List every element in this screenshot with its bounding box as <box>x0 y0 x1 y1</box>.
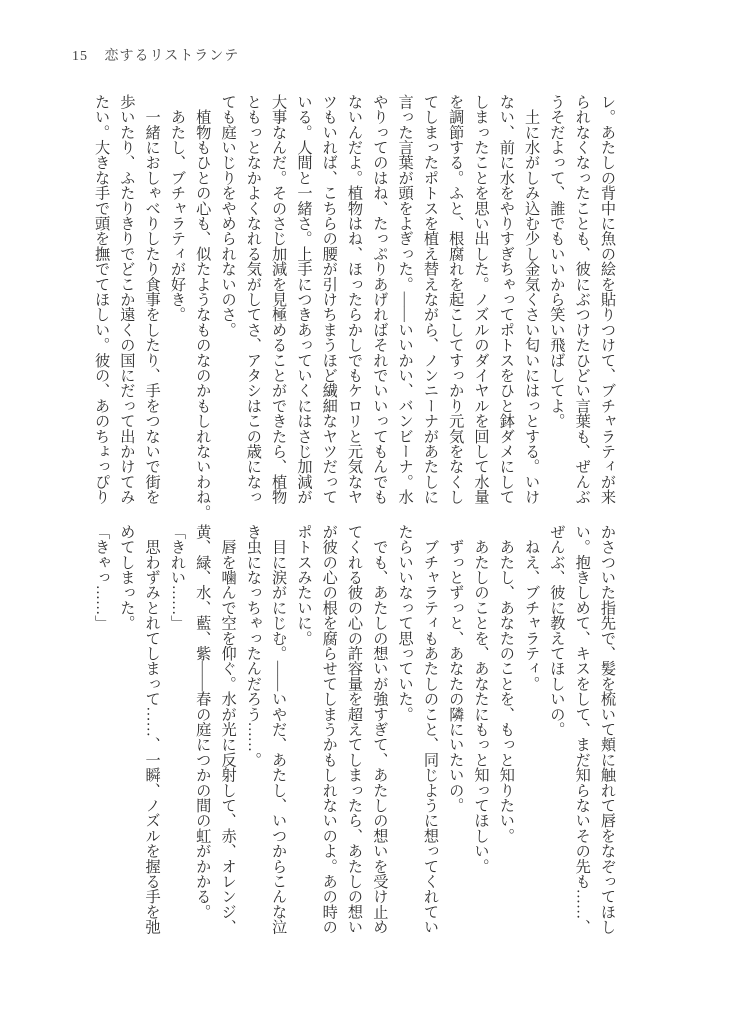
text-line: 唇を噛んで空を仰ぐ。水が光に反射して、赤、オレンジ、 <box>219 524 237 935</box>
text-line: 「きれい……」 <box>168 524 186 631</box>
text-line: を調節する。ふと、根腐れを起こしてすっかり元気をなくし <box>447 94 465 505</box>
text-line: 土に水がしみ込む少し金気くさい匂いにはっとする。いけ <box>523 94 541 505</box>
text-line: き虫になっちゃったんだろう……。 <box>244 524 262 768</box>
text-line: しまったことを思い出した。ノズルのダイヤルを回して水量 <box>472 94 490 505</box>
text-line: 思わずみとれてしまって……、一瞬、ノズルを握る手を弛 <box>143 524 161 935</box>
text-line: ブチャラティもあたしのこと、同じように想ってくれてい <box>421 524 439 935</box>
text-line: が彼の心の根を腐らせてしまうかもしれないのよ。あの時の <box>320 524 338 935</box>
text-line: いる。人間と一緒さ。上手につきあっていくにはさじ加減が <box>295 94 313 505</box>
text-line: ぜんぶ、彼に教えてほしいの。 <box>548 524 566 737</box>
text-line: てくれる彼の心の許容量を超えてしまったら、あたしの想い <box>346 524 364 935</box>
lower-text-block <box>89 524 620 935</box>
text-line: あたし、ブチャラティが好き。 <box>168 94 186 322</box>
text-line: めてしまった。 <box>118 524 136 631</box>
text-line: ともっとなかよくなれる気がしてさ、アタシはこの歳になっ <box>244 94 262 505</box>
text-line: ねえ、ブチャラティ。 <box>523 524 541 692</box>
text-line: られなくなったことも、彼にぶつけたひどい言葉も、ぜんぶ <box>573 94 591 505</box>
text-line: ずっとずっと、あなたの隣にいたいの。 <box>447 524 465 813</box>
text-line: レ。あたしの背中に魚の絵を貼りつけて、ブチャラティが来 <box>599 94 616 505</box>
text-line: 「きゃっ……」 <box>93 524 111 631</box>
text-line: 歩いたり、ふたりきりでどこか遠くの国にだって出かけてみ <box>118 94 136 505</box>
text-line: ツもいれば、こちらの腰が引けちまうほど繊細なヤツだって <box>320 94 338 505</box>
text-line: 目に涙がにじむ。――いやだ、あたし、いつからこんな泣 <box>270 524 288 935</box>
text-line: たらいいなって思っていた。 <box>396 524 414 722</box>
running-header <box>72 45 239 65</box>
upper-text-block <box>89 94 620 520</box>
text-line: 植物もひとの心も、似たようなものなのかもしれないわね。 <box>194 94 212 520</box>
text-line: あたしのことを、あなたにもっと知ってほしい。 <box>472 524 490 874</box>
text-line: でも、あたしの想いが強すぎて、あたしの想いを受け止め <box>371 524 389 935</box>
book-title: 恋するリストランテ <box>104 49 240 64</box>
text-line: ポトスみたいに。 <box>295 524 313 646</box>
text-line: てしまったポトスを植え替えながら、ノンニーナがあたしに <box>421 94 439 505</box>
text-line: 黄、緑、水、藍、紫――春の庭につかの間の虹がかかる。 <box>194 524 212 920</box>
text-line: かさついた指先で、髪を梳いて頬に触れて唇をなぞってほし <box>599 524 616 935</box>
page-number: 15 <box>72 49 88 64</box>
text-line: 言った言葉が頭をよぎった。――いいかい、バンビーナ。水 <box>396 94 414 505</box>
text-line: やりってのはね、たっぷりあげればそれでいいってもんでも <box>371 94 389 505</box>
text-line: 一緒におしゃべりしたり食事をしたり、手をつないで街を <box>143 94 161 505</box>
text-line: あたし、あなたのことを、もっと知りたい。 <box>497 524 515 844</box>
text-line: 大事なんだ。そのさじ加減を見極めることができたら、植物 <box>270 94 288 505</box>
text-line: ない、前に水をやりすぎちゃってポトスをひと鉢ダメにして <box>497 94 515 505</box>
text-line: ないんだよ。植物はね、ほったらかしでもケロリと元気なヤ <box>346 94 364 505</box>
text-line: ても庭いじりをやめられないのさ。 <box>219 94 237 338</box>
text-line: たい。大きな手で頭を撫でてほしい。彼の、あのちょっぴり <box>93 94 111 505</box>
text-line: い。抱きしめて、キスをして、まだ知らないその先も……、 <box>573 524 591 935</box>
text-line: うそだよって、誰でもいいから笑い飛ばしてよ。 <box>548 94 566 429</box>
